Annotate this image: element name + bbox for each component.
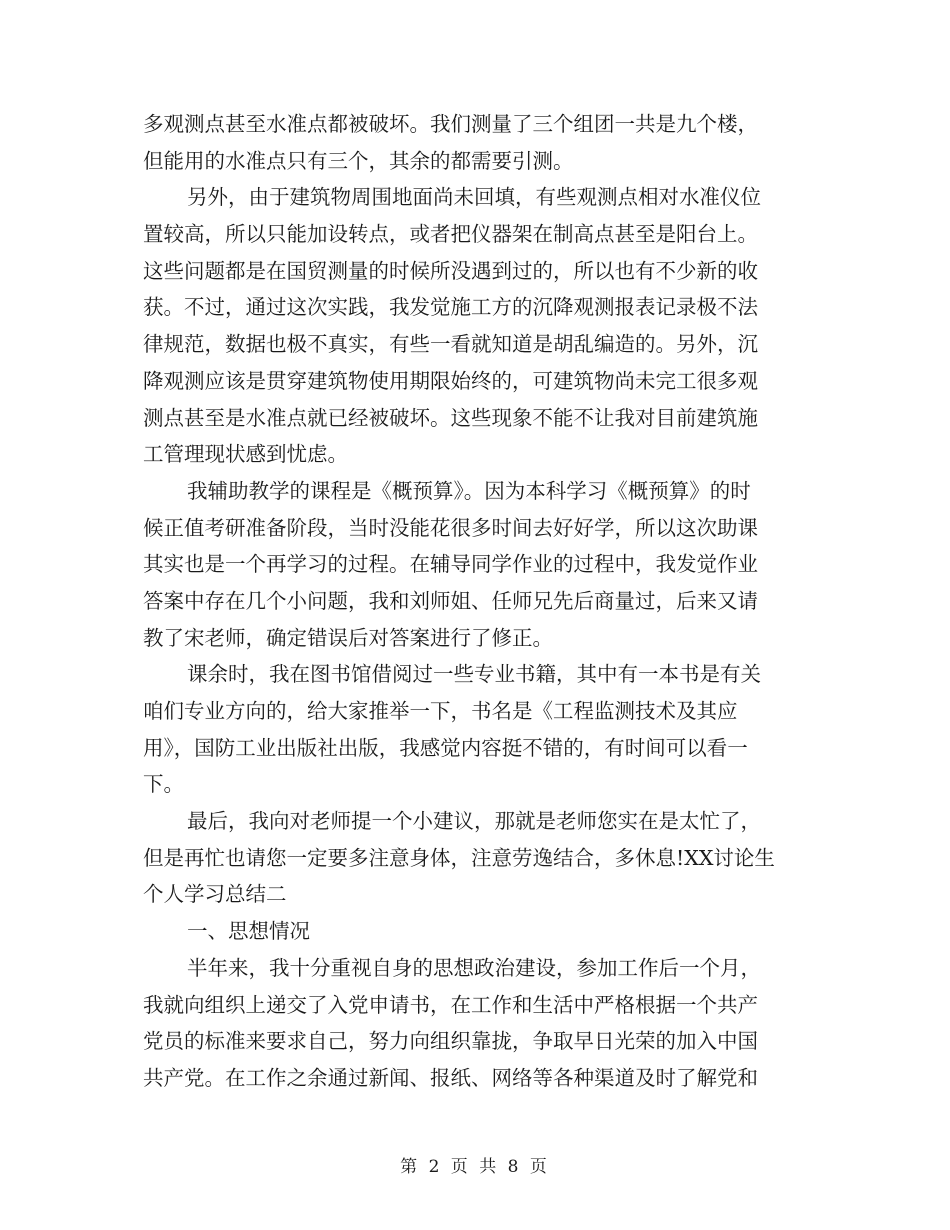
text-line: 我辅助教学的课程是《概预算》。因为本科学习《概预算》的时 (187, 478, 751, 503)
page-footer: 第 2 页 共 8 页 (400, 1157, 550, 1177)
text-line: 党员的标准来要求自己，努力向组织靠拢，争取早日光荣的加入中国 (143, 1029, 758, 1054)
text-line: 候正值考研准备阶段，当时没能花很多时间去好好学，所以这次助课 (143, 515, 758, 540)
text-line: 下。 (143, 772, 184, 797)
text-line: 律规范，数据也极不真实，有些一看就知道是胡乱编造的。另外，沉 (143, 332, 758, 357)
text-line: 测点甚至是水准点就已经被破坏。这些现象不能不让我对目前建筑施 (143, 405, 758, 430)
text-line: 个人学习总结二 (143, 882, 287, 907)
text-line: 半年来，我十分重视自身的思想政治建设，参加工作后一个月， (187, 955, 761, 980)
text-line: 获。不过，通过这次实践，我发觉施工方的沉降观测报表记录极不法 (143, 295, 758, 320)
text-line: 教了宋老师，确定错误后对答案进行了修正。 (143, 625, 553, 650)
text-line: 但能用的水准点只有三个，其余的都需要引测。 (143, 148, 574, 173)
text-line: 最后，我向对老师提一个小建议，那就是老师您实在是太忙了， (187, 809, 761, 834)
text-line: 答案中存在几个小问题，我和刘师姐、任师兄先后商量过，后来又请 (143, 588, 758, 613)
text-line: 但是再忙也请您一定要多注意身体，注意劳逸结合，多休息!XX讨论生 (143, 845, 775, 870)
text-line: 多观测点甚至水准点都被破坏。我们测量了三个组团一共是九个楼， (143, 112, 758, 136)
text-line: 工管理现状感到忧虑。 (143, 442, 348, 467)
text-line: 降观测应该是贯穿建筑物使用期限始终的，可建筑物尚未完工很多观 (143, 368, 758, 393)
text-line: 置较高，所以只能加设转点，或者把仪器架在制高点甚至是阳台上。 (143, 222, 758, 247)
text-line: 另外，由于建筑物周围地面尚未回填，有些观测点相对水准仪位 (187, 185, 761, 210)
section-heading: 一、思想情况 (187, 919, 310, 944)
text-line: 这些问题都是在国贸测量的时候所没遇到过的，所以也有不少新的收 (143, 258, 758, 283)
text-line: 我就向组织上递交了入党申请书，在工作和生活中严格根据一个共产 (143, 992, 758, 1017)
text-line: 共产党。在工作之余通过新闻、报纸、网络等各种渠道及时了解党和 (143, 1065, 758, 1090)
text-line: 用》，国防工业出版社出版，我感觉内容挺不错的，有时间可以看一 (143, 735, 748, 760)
body-text (143, 106, 813, 1097)
text-line: 其实也是一个再学习的过程。在辅导同学作业的过程中，我发觉作业 (143, 552, 758, 577)
text-line: 咱们专业方向的，给大家推举一下，书名是《工程监测技术及其应 (143, 699, 738, 723)
text-line: 课余时，我在图书馆借阅过一些专业书籍，其中有一本书是有关 (187, 662, 761, 687)
